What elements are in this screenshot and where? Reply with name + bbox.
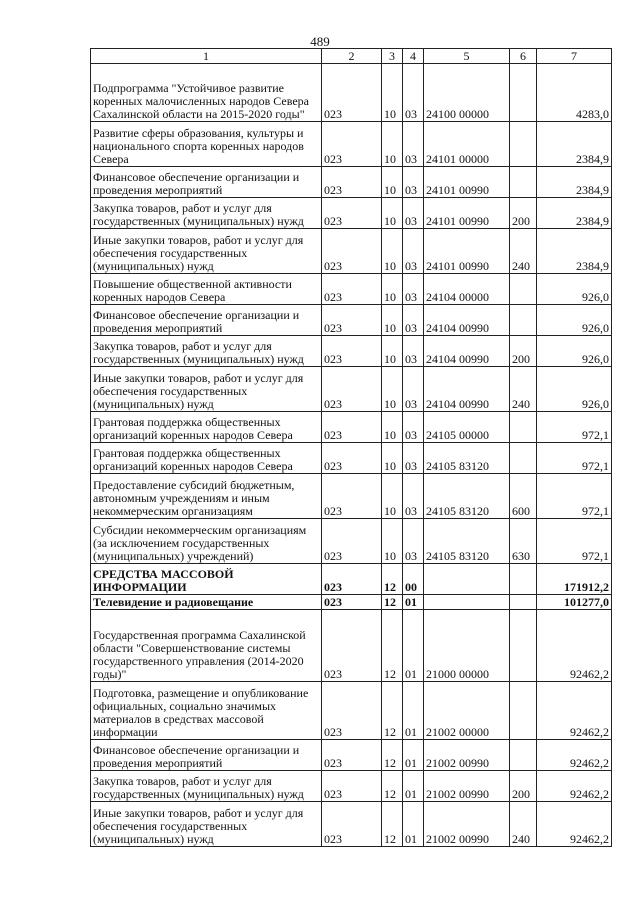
row-amount: 926,0	[537, 305, 612, 336]
row-target-code	[424, 564, 510, 595]
row-ved-code: 023	[322, 336, 382, 367]
row-subsection-code: 01	[403, 740, 424, 771]
row-target-code: 24101 00990	[424, 198, 510, 229]
row-section-code: 10	[382, 305, 403, 336]
row-ved-code: 023	[322, 274, 382, 305]
row-amount: 972,1	[537, 443, 612, 474]
row-subsection-code: 03	[403, 412, 424, 443]
row-ved-code: 023	[322, 229, 382, 274]
column-header-sum: 7	[537, 49, 612, 64]
row-name: СРЕДСТВА МАССОВОЙ ИНФОРМАЦИИ	[91, 564, 322, 595]
table-row	[91, 64, 612, 122]
row-name: Иные закупки товаров, работ и услуг для обеспечения государственных (муниципальных) нужд	[91, 367, 322, 412]
row-name: Грантовая поддержка общественных организаций коренных народов Севера	[91, 412, 322, 443]
column-header-csr: 5	[424, 49, 510, 64]
row-expense-type: 240	[510, 802, 537, 847]
row-amount: 92462,2	[537, 610, 612, 682]
row-name: Закупка товаров, работ и услуг для государственных (муниципальных) нужд	[91, 771, 322, 802]
table-row	[91, 305, 612, 336]
row-section-code: 10	[382, 336, 403, 367]
row-subsection-code: 03	[403, 274, 424, 305]
row-ved-code: 023	[322, 443, 382, 474]
table-row	[91, 740, 612, 771]
row-ved-code: 023	[322, 474, 382, 519]
row-expense-type	[510, 682, 537, 740]
column-header-name: 1	[91, 49, 322, 64]
row-expense-type	[510, 740, 537, 771]
row-expense-type: 200	[510, 198, 537, 229]
row-target-code: 21002 00000	[424, 682, 510, 740]
row-amount: 972,1	[537, 519, 612, 564]
row-subsection-code: 03	[403, 229, 424, 274]
row-expense-type	[510, 122, 537, 167]
table-row	[91, 274, 612, 305]
row-expense-type	[510, 305, 537, 336]
row-ved-code: 023	[322, 682, 382, 740]
row-expense-type: 240	[510, 229, 537, 274]
row-subsection-code: 01	[403, 595, 424, 610]
row-section-code: 10	[382, 229, 403, 274]
table-row	[91, 519, 612, 564]
row-subsection-code: 01	[403, 610, 424, 682]
row-amount: 972,1	[537, 474, 612, 519]
row-name: Субсидии некоммерческим организациям (за исключением государственных (муниципальных) учреждений)	[91, 519, 322, 564]
row-amount: 926,0	[537, 336, 612, 367]
row-amount: 2384,9	[537, 229, 612, 274]
row-target-code: 24101 00990	[424, 167, 510, 198]
row-expense-type	[510, 443, 537, 474]
table-row	[91, 122, 612, 167]
row-ved-code: 023	[322, 519, 382, 564]
row-subsection-code: 01	[403, 682, 424, 740]
row-section-code: 10	[382, 519, 403, 564]
row-section-code: 10	[382, 474, 403, 519]
row-target-code: 24104 00990	[424, 336, 510, 367]
table-row	[91, 682, 612, 740]
row-target-code: 24105 83120	[424, 519, 510, 564]
budget-table	[90, 48, 612, 847]
row-expense-type: 200	[510, 336, 537, 367]
row-section-code: 10	[382, 122, 403, 167]
row-subsection-code: 03	[403, 443, 424, 474]
row-amount: 2384,9	[537, 198, 612, 229]
row-target-code: 24105 83120	[424, 443, 510, 474]
row-name: Развитие сферы образования, культуры и национального спорта коренных народов Севера	[91, 122, 322, 167]
table-body	[91, 49, 612, 847]
row-amount: 101277,0	[537, 595, 612, 610]
row-ved-code: 023	[322, 412, 382, 443]
table-row	[91, 802, 612, 847]
row-name: Подготовка, размещение и опубликование официальных, социально значимых материалов в средствах массовой информации	[91, 682, 322, 740]
row-subsection-code: 00	[403, 564, 424, 595]
row-name: Финансовое обеспечение организации и проведения мероприятий	[91, 167, 322, 198]
row-name: Иные закупки товаров, работ и услуг для обеспечения государственных (муниципальных) нужд	[91, 802, 322, 847]
row-expense-type: 240	[510, 367, 537, 412]
row-target-code: 24104 00990	[424, 305, 510, 336]
row-name: Телевидение и радиовещание	[91, 595, 322, 610]
row-target-code: 24101 00990	[424, 229, 510, 274]
row-target-code: 21002 00990	[424, 802, 510, 847]
row-section-code: 10	[382, 64, 403, 122]
row-ved-code: 023	[322, 610, 382, 682]
row-expense-type: 600	[510, 474, 537, 519]
row-ved-code: 023	[322, 367, 382, 412]
row-ved-code: 023	[322, 64, 382, 122]
row-subsection-code: 03	[403, 474, 424, 519]
row-expense-type: 630	[510, 519, 537, 564]
row-section-code: 12	[382, 564, 403, 595]
row-target-code: 24104 00990	[424, 367, 510, 412]
row-amount: 2384,9	[537, 167, 612, 198]
row-section-code: 12	[382, 682, 403, 740]
row-section-code: 12	[382, 610, 403, 682]
row-section-code: 12	[382, 771, 403, 802]
table-row	[91, 198, 612, 229]
row-ved-code: 023	[322, 167, 382, 198]
row-target-code: 24105 00000	[424, 412, 510, 443]
row-subsection-code: 01	[403, 771, 424, 802]
row-ved-code: 023	[322, 802, 382, 847]
table-row	[91, 412, 612, 443]
row-subsection-code: 03	[403, 198, 424, 229]
row-subsection-code: 03	[403, 336, 424, 367]
row-target-code: 21002 00990	[424, 771, 510, 802]
row-expense-type	[510, 564, 537, 595]
row-subsection-code: 03	[403, 367, 424, 412]
row-expense-type	[510, 64, 537, 122]
column-header-pr: 4	[403, 49, 424, 64]
row-target-code: 24105 83120	[424, 474, 510, 519]
row-ved-code: 023	[322, 564, 382, 595]
table-row	[91, 367, 612, 412]
row-ved-code: 023	[322, 198, 382, 229]
table-row	[91, 610, 612, 682]
row-section-code: 10	[382, 198, 403, 229]
row-subsection-code: 03	[403, 64, 424, 122]
row-target-code: 21002 00990	[424, 740, 510, 771]
row-subsection-code: 03	[403, 122, 424, 167]
column-header-ved: 2	[322, 49, 382, 64]
row-name: Закупка товаров, работ и услуг для государственных (муниципальных) нужд	[91, 198, 322, 229]
row-section-code: 10	[382, 412, 403, 443]
table-row	[91, 336, 612, 367]
row-subsection-code: 03	[403, 305, 424, 336]
row-subsection-code: 03	[403, 519, 424, 564]
table-row	[91, 564, 612, 595]
table-row	[91, 771, 612, 802]
row-section-code: 10	[382, 367, 403, 412]
row-ved-code: 023	[322, 122, 382, 167]
row-name: Предоставление субсидий бюджетным, автономным учреждениям и иным некоммерческим организациям	[91, 474, 322, 519]
row-target-code: 24100 00000	[424, 64, 510, 122]
table-row	[91, 443, 612, 474]
row-expense-type	[510, 167, 537, 198]
table-row	[91, 474, 612, 519]
row-subsection-code: 03	[403, 167, 424, 198]
row-name: Закупка товаров, работ и услуг для государственных (муниципальных) нужд	[91, 336, 322, 367]
row-amount: 4283,0	[537, 64, 612, 122]
row-name: Иные закупки товаров, работ и услуг для обеспечения государственных (муниципальных) нужд	[91, 229, 322, 274]
row-section-code: 12	[382, 802, 403, 847]
row-section-code: 10	[382, 167, 403, 198]
row-section-code: 12	[382, 595, 403, 610]
row-amount: 92462,2	[537, 682, 612, 740]
column-header-rz: 3	[382, 49, 403, 64]
row-ved-code: 023	[322, 595, 382, 610]
column-header-row	[91, 49, 612, 64]
row-name: Грантовая поддержка общественных организаций коренных народов Севера	[91, 443, 322, 474]
row-amount: 92462,2	[537, 740, 612, 771]
row-ved-code: 023	[322, 305, 382, 336]
row-section-code: 10	[382, 274, 403, 305]
row-amount: 926,0	[537, 274, 612, 305]
row-amount: 171912,2	[537, 564, 612, 595]
row-name: Финансовое обеспечение организации и проведения мероприятий	[91, 740, 322, 771]
row-expense-type: 200	[510, 771, 537, 802]
table-row	[91, 167, 612, 198]
row-ved-code: 023	[322, 740, 382, 771]
row-section-code: 12	[382, 740, 403, 771]
row-section-code: 10	[382, 443, 403, 474]
row-expense-type	[510, 610, 537, 682]
row-name: Финансовое обеспечение организации и проведения мероприятий	[91, 305, 322, 336]
row-amount: 2384,9	[537, 122, 612, 167]
row-name: Подпрограмма "Устойчивое развитие коренных малочисленных народов Севера Сахалинской области на 2015-2020 годы"	[91, 64, 322, 122]
row-amount: 926,0	[537, 367, 612, 412]
row-amount: 92462,2	[537, 802, 612, 847]
page-number: 489	[310, 34, 330, 49]
row-target-code: 24104 00000	[424, 274, 510, 305]
column-header-vr: 6	[510, 49, 537, 64]
row-amount: 92462,2	[537, 771, 612, 802]
row-subsection-code: 01	[403, 802, 424, 847]
row-name: Повышение общественной активности коренных народов Севера	[91, 274, 322, 305]
row-target-code: 24101 00000	[424, 122, 510, 167]
row-amount: 972,1	[537, 412, 612, 443]
row-target-code: 21000 00000	[424, 610, 510, 682]
row-expense-type	[510, 274, 537, 305]
row-name: Государственная программа Сахалинской области "Совершенствование системы государственного управления (2014-2020 годы)"	[91, 610, 322, 682]
table-row	[91, 229, 612, 274]
table-row	[91, 595, 612, 610]
row-expense-type	[510, 595, 537, 610]
row-expense-type	[510, 412, 537, 443]
row-ved-code: 023	[322, 771, 382, 802]
row-target-code	[424, 595, 510, 610]
